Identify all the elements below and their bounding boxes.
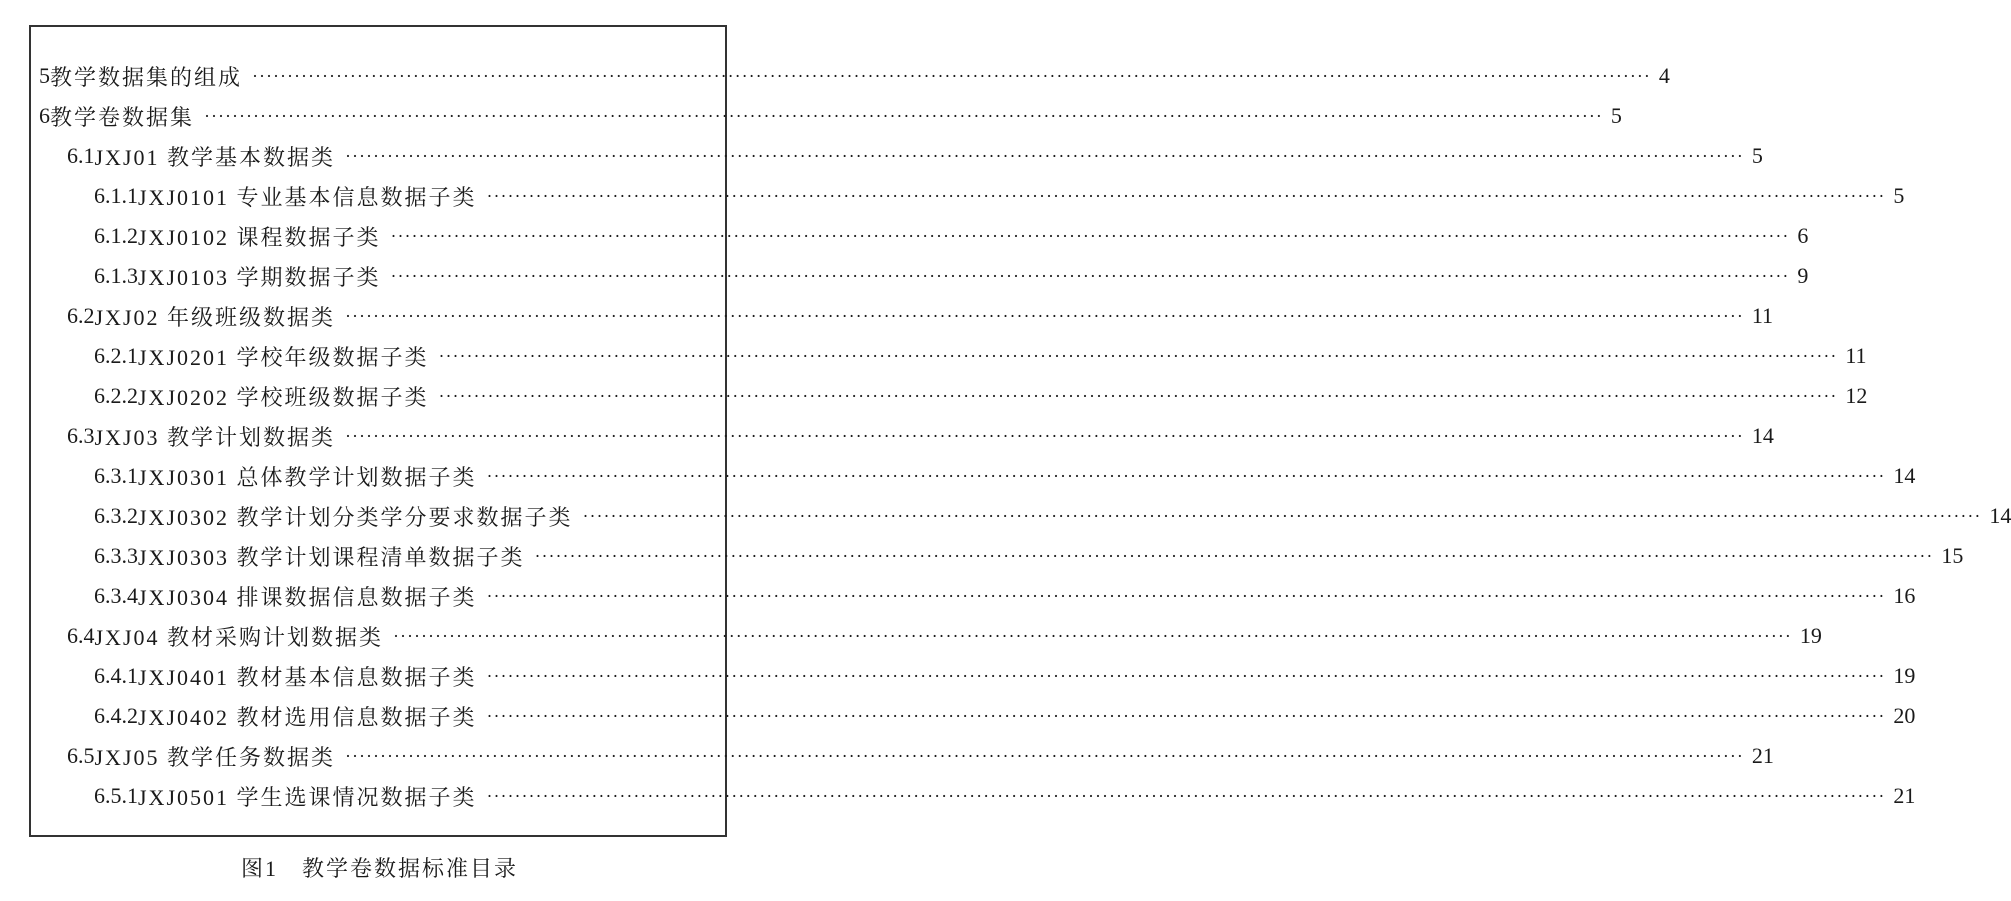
- section-number: 6.4: [67, 623, 95, 648]
- figure-caption: 图1 教学卷数据标准目录: [240, 856, 518, 881]
- dot-leader: ········································································································································································································: [390, 226, 1790, 246]
- dot-leader: ········································································································································································································: [345, 426, 1744, 446]
- toc-entry: [31, 536, 1964, 576]
- toc-entry: [31, 256, 1809, 296]
- page-number: 9: [1797, 263, 1809, 288]
- page-number: 5: [1893, 183, 1905, 208]
- section-number: 6.3.4: [94, 583, 138, 608]
- toc-entry: [31, 736, 1774, 776]
- section-title: JXJ0103 学期数据子类: [138, 264, 381, 290]
- section-number: 6.3.3: [94, 543, 138, 568]
- toc-entry: [31, 56, 1670, 96]
- toc-entry: [31, 576, 1916, 616]
- toc-entry: [31, 616, 1822, 656]
- page-number: 6: [1797, 223, 1809, 248]
- dot-leader: ········································································································································································································: [438, 346, 1838, 366]
- dot-leader: ········································································································································································································: [582, 506, 1982, 526]
- page-number: 14: [1989, 503, 2011, 528]
- section-number: 6.1: [67, 143, 95, 168]
- page-number: 14: [1751, 423, 1774, 448]
- section-title: JXJ0202 学校班级数据子类: [138, 384, 429, 410]
- section-title: JXJ01 教学基本数据类: [94, 144, 336, 170]
- dot-leader: ········································································································································································································: [534, 546, 1934, 566]
- dot-leader: ········································································································································································································: [486, 186, 1886, 206]
- page-number: 16: [1893, 583, 1916, 608]
- dot-leader: ········································································································································································································: [345, 146, 1744, 166]
- section-title: JXJ0301 总体教学计划数据子类: [138, 464, 477, 490]
- dot-leader: ········································································································································································································: [486, 666, 1886, 686]
- section-title: JXJ0402 教材选用信息数据子类: [138, 704, 477, 730]
- section-number: 6.4.2: [94, 703, 138, 728]
- page-number: 19: [1799, 623, 1822, 648]
- page-number: 5: [1610, 103, 1622, 128]
- section-number: 6.2.2: [94, 383, 138, 408]
- toc-entry: [31, 136, 1763, 176]
- toc-entry: [31, 456, 1916, 496]
- section-title: 教学数据集的组成: [50, 64, 243, 90]
- section-number: 6.2: [67, 303, 95, 328]
- section-title: JXJ05 教学任务数据类: [94, 744, 336, 770]
- dot-leader: ········································································································································································································: [486, 786, 1886, 806]
- section-title: JXJ0304 排课数据信息数据子类: [138, 584, 477, 610]
- page-number: 12: [1845, 383, 1868, 408]
- section-number: 6.2.1: [94, 343, 138, 368]
- toc-entry: [31, 696, 1916, 736]
- dot-leader: ········································································································································································································: [345, 306, 1744, 326]
- toc-entry: [31, 496, 2011, 536]
- section-number: 6.1.3: [94, 263, 138, 288]
- toc-list: [31, 56, 2011, 816]
- dot-leader: ········································································································································································································: [486, 586, 1886, 606]
- toc-entry: [31, 376, 1868, 416]
- page-number: 21: [1893, 783, 1916, 808]
- section-title: JXJ0303 教学计划课程清单数据子类: [138, 544, 525, 570]
- toc-entry: [31, 776, 1916, 816]
- section-title: JXJ0101 专业基本信息数据子类: [138, 184, 477, 210]
- dot-leader: ········································································································································································································: [345, 746, 1744, 766]
- dot-leader: ········································································································································································································: [204, 106, 1603, 126]
- toc-entry: [31, 176, 1905, 216]
- section-title: JXJ0501 学生选课情况数据子类: [138, 784, 477, 810]
- page-number: 20: [1893, 703, 1916, 728]
- toc-entry: [31, 216, 1809, 256]
- page-number: 11: [1845, 343, 1867, 368]
- section-number: 5: [39, 63, 50, 88]
- toc-entry: [31, 416, 1774, 456]
- section-number: 6.4.1: [94, 663, 138, 688]
- section-title: JXJ03 教学计划数据类: [94, 424, 336, 450]
- section-number: 6.5.1: [94, 783, 138, 808]
- page-number: 21: [1751, 743, 1774, 768]
- toc-entry: [31, 296, 1774, 336]
- section-number: 6.1.2: [94, 223, 138, 248]
- section-number: 6.5: [67, 743, 95, 768]
- section-title: JXJ0401 教材基本信息数据子类: [138, 664, 477, 690]
- dot-leader: ········································································································································································································: [252, 66, 1651, 86]
- dot-leader: ········································································································································································································: [438, 386, 1838, 406]
- section-title: JXJ0102 课程数据子类: [138, 224, 381, 250]
- section-title: JXJ0302 教学计划分类学分要求数据子类: [138, 504, 573, 530]
- toc-frame: [29, 25, 2011, 837]
- page-number: 14: [1893, 463, 1916, 488]
- page-number: 19: [1893, 663, 1916, 688]
- page-number: 15: [1941, 543, 1964, 568]
- section-number: 6: [39, 103, 50, 128]
- toc-entry: [31, 336, 1867, 376]
- dot-leader: ········································································································································································································: [486, 466, 1886, 486]
- section-number: 6.1.1: [94, 183, 138, 208]
- section-number: 6.3.2: [94, 503, 138, 528]
- page-number: 5: [1751, 143, 1763, 168]
- section-title: JXJ02 年级班级数据类: [94, 304, 336, 330]
- dot-leader: ········································································································································································································: [486, 706, 1886, 726]
- page-number: 11: [1751, 303, 1774, 328]
- dot-leader: ········································································································································································································: [390, 266, 1790, 286]
- toc-entry: [31, 656, 1916, 696]
- toc-entry: [31, 96, 1622, 136]
- section-title: JXJ0201 学校年级数据子类: [138, 344, 429, 370]
- section-title: JXJ04 教材采购计划数据类: [94, 624, 384, 650]
- page-number: 4: [1658, 63, 1670, 88]
- dot-leader: ········································································································································································································: [393, 626, 1792, 646]
- section-title: 教学卷数据集: [50, 104, 195, 130]
- section-number: 6.3.1: [94, 463, 138, 488]
- section-number: 6.3: [67, 423, 95, 448]
